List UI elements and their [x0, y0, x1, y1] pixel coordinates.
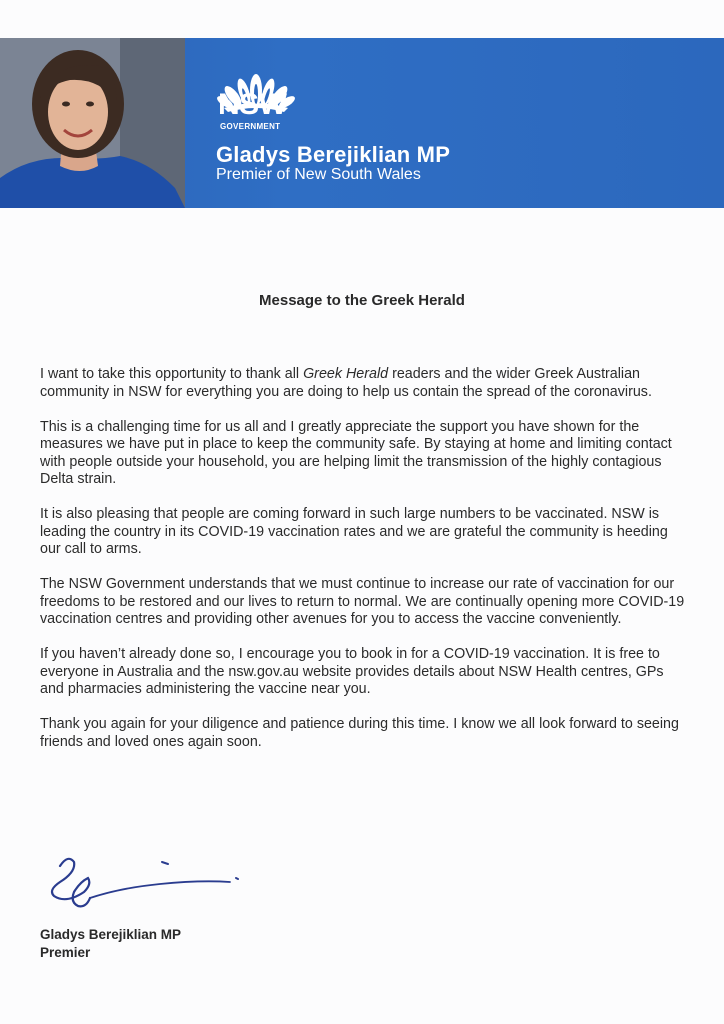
- header-mp-name: Gladys Berejiklian MP: [216, 142, 451, 167]
- publication-name: Greek Herald: [303, 366, 389, 382]
- portrait-photo: [0, 38, 185, 208]
- logo-government-text: GOVERNMENT: [220, 122, 281, 131]
- logo-nsw-text: NSW: [218, 88, 287, 121]
- signoff-name: Gladys Berejiklian MP: [40, 927, 182, 942]
- paragraph-5: If you haven’t already done so, I encourage you to book in for a COVID-19 vaccination. It is free to everyone in Australia and the nsw.gov.au website provides details about NSW Health centres, GPs and pharmacies administering the vaccine near you.: [40, 646, 664, 697]
- paragraph-4: The NSW Government understands that we must continue to increase our rate of vaccination for our freedoms to be restored and our lives to return to normal. We are continually opening more COVID-19 vaccination centres and providing other avenues for you to access the vaccine conveniently.: [40, 576, 685, 627]
- letter-title: Message to the Greek Herald: [259, 292, 465, 309]
- letter-body: [40, 366, 690, 769]
- paragraph-1-end: readers and the wider Greek Australian community in NSW for everything you are doing to help us contain the spread of the coronavirus.: [40, 366, 652, 400]
- paragraph-6: Thank you again for your diligence and patience during this time. I know we all look forward to seeing friends and loved ones again soon.: [40, 716, 679, 750]
- paragraph-1: [40, 366, 690, 401]
- portrait-graphic: [0, 38, 185, 208]
- signoff-role: Premier: [40, 945, 91, 960]
- header-mp-role: Premier of New South Wales: [216, 166, 421, 183]
- handwritten-signature-icon: [30, 848, 250, 918]
- header-banner: [0, 38, 724, 208]
- paragraph-1-start: I want to take this opportunity to thank all: [40, 366, 304, 382]
- paragraph-2: This is a challenging time for us all and I greatly appreciate the support you have shown for the measures we have put in place to keep the community safe. By staying at home and limiting contact with people outside your household, you are helping limit the transmission of the highly contagious Delta strain.: [40, 418, 672, 487]
- paragraph-3: It is also pleasing that people are coming forward in such large numbers to be vaccinated. NSW is leading the country in its COVID-19 vaccination rates and we are grateful the community is heeding our call to arms.: [40, 506, 668, 557]
